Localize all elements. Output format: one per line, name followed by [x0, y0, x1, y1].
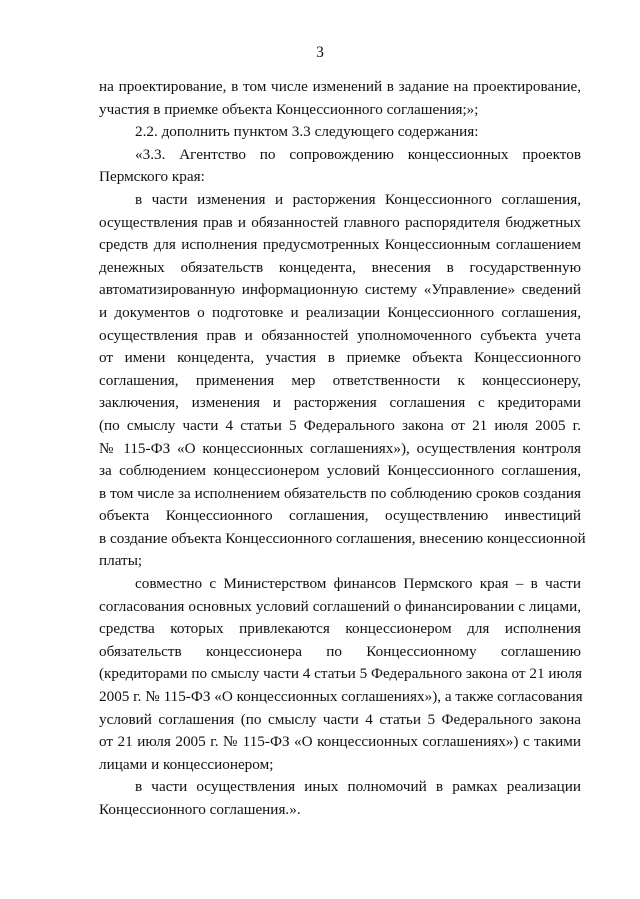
text-line: в части изменения и расторжения Концессионного соглашения, [135, 190, 581, 208]
text-line: совместно с Министерством финансов Пермского края – в части [135, 575, 581, 593]
text-line: «3.3. Агентство по сопровождению концессионных проектов [135, 145, 581, 163]
text-line: соглашения, применения мер ответственности к концессионеру, [99, 371, 581, 389]
text-line: участия в приемке объекта Концессионного соглашения;»; [99, 100, 479, 118]
text-line: Концессионного соглашения.». [99, 801, 301, 818]
text-line: 2.2. дополнить пунктом 3.3 следующего содержания: [135, 123, 479, 141]
text-line: в том числе за исполнением обязательств по соблюдению сроков создания [99, 484, 581, 502]
text-line: осуществления прав и обязанностей уполномоченного субъекта учета [99, 326, 581, 344]
text-line: от имени концедента, участия в приемке объекта Концессионного [99, 349, 581, 367]
text-line: платы; [99, 552, 143, 570]
text-line: от 21 июля 2005 г. № 115-ФЗ «О концессионных соглашениях») с такими [99, 733, 581, 751]
text-line: на проектирование, в том числе изменений в задание на проектирование, [99, 78, 581, 95]
text-line: обязательств концессионера по Концессионному соглашению [99, 642, 581, 660]
text-line: средств для исполнения предусмотренных Концессионным соглашением [99, 236, 581, 254]
text-line: осуществления прав и обязанностей главного распорядителя бюджетных [99, 213, 581, 231]
document-body [99, 76, 586, 822]
text-line: автоматизированную информационную систему «Управление» сведений [99, 281, 581, 299]
text-line: и документов о подготовке и реализации Концессионного соглашения, [99, 303, 581, 321]
text-line: № 115-ФЗ «О концессионных соглашениях»), осуществления контроля [99, 439, 581, 457]
page-number: 3 [316, 44, 324, 61]
text-line: лицами и концессионером; [99, 755, 274, 773]
text-line: средства которых привлекаются концессионером для исполнения [99, 620, 581, 638]
text-line: заключения, изменения и расторжения соглашения с кредиторами [99, 394, 581, 412]
text-line: объекта Концессионного соглашения, осуществлению инвестиций [99, 507, 581, 525]
text-line: Пермского края: [99, 168, 205, 186]
text-line: 2005 г. № 115-ФЗ «О концессионных соглашениях»), а также согласования [99, 688, 583, 706]
text-line: (кредиторами по смыслу части 4 статьи 5 Федерального закона от 21 июля [99, 665, 582, 683]
text-line: в создание объекта Концессионного соглашения, внесению концессионной [99, 529, 586, 547]
text-line: (по смыслу части 4 статьи 5 Федерального закона от 21 июля 2005 г. [99, 416, 581, 434]
text-line: денежных обязательств концедента, внесения в государственную [99, 258, 581, 276]
text-line: в части осуществления иных полномочий в рамках реализации [135, 778, 581, 796]
text-line: условий соглашения (по смыслу части 4 статьи 5 Федерального закона [99, 710, 581, 728]
text-line: согласования основных условий соглашений о финансировании с лицами, [99, 597, 581, 615]
text-line: за соблюдением концессионером условий Концессионного соглашения, [99, 462, 581, 480]
